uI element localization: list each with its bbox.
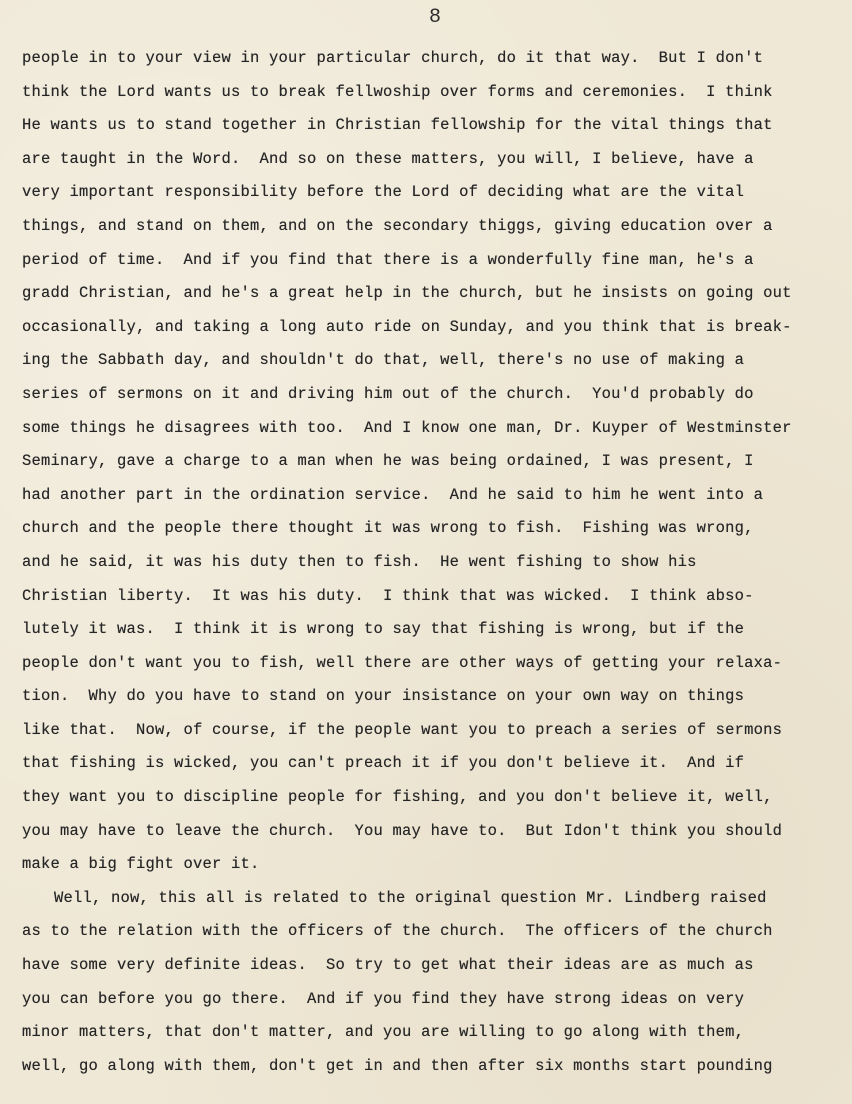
- text-line: church and the people there thought it was wrong to fish. Fishing was wrong,: [22, 519, 754, 538]
- text-line: and he said, it was his duty then to fish. He went fishing to show his: [22, 552, 697, 571]
- paragraph-start-line: Well, now, this all is related to the original question Mr. Lindberg raised: [54, 888, 767, 907]
- text-line: that fishing is wicked, you can't preach it if you don't believe it. And if: [22, 754, 745, 773]
- text-line: very important responsibility before the Lord of deciding what are the vital: [22, 183, 745, 202]
- text-line: occasionally, and taking a long auto ride on Sunday, and you think that is break-: [22, 317, 792, 336]
- text-line: they want you to discipline people for fishing, and you don't believe it, well,: [22, 788, 773, 807]
- body-text: [22, 42, 842, 1083]
- text-line: you can before you go there. And if you find they have strong ideas on very: [22, 989, 745, 1008]
- text-line: like that. Now, of course, if the people want you to preach a series of sermons: [22, 720, 783, 739]
- text-line: think the Lord wants us to break fellwoship over forms and ceremonies. I think: [22, 82, 773, 101]
- text-line: lutely it was. I think it is wrong to say that fishing is wrong, but if the: [22, 620, 745, 639]
- text-line: tion. Why do you have to stand on your insistance on your own way on things: [22, 687, 745, 706]
- text-line: make a big fight over it.: [22, 855, 260, 874]
- text-line: ing the Sabbath day, and shouldn't do that, well, there's no use of making a: [22, 351, 745, 370]
- text-line: period of time. And if you find that there is a wonderfully fine man, he's a: [22, 250, 754, 269]
- text-line: people in to your view in your particular church, do it that way. But I don't: [22, 49, 764, 67]
- text-line: He wants us to stand together in Christian fellowship for the vital things that: [22, 116, 773, 135]
- text-line: Seminary, gave a charge to a man when he was being ordained, I was present, I: [22, 452, 754, 471]
- text-line: minor matters, that don't matter, and you are willing to go along with them,: [22, 1023, 745, 1042]
- text-line: things, and stand on them, and on the secondary thiggs, giving education over a: [22, 216, 773, 235]
- text-line: are taught in the Word. And so on these matters, you will, I believe, have a: [22, 149, 754, 168]
- text-line: have some very definite ideas. So try to get what their ideas are as much as: [22, 956, 754, 975]
- text-line: as to the relation with the officers of the church. The officers of the church: [22, 922, 773, 941]
- text-line: gradd Christian, and he's a great help in the church, but he insists on going out: [22, 284, 792, 303]
- text-line: series of sermons on it and driving him out of the church. You'd probably do: [22, 384, 754, 403]
- page-number: 8: [428, 6, 441, 29]
- text-line: well, go along with them, don't get in and then after six months start pounding: [22, 1056, 773, 1075]
- text-line: people don't want you to fish, well there are other ways of getting your relaxa-: [22, 653, 783, 672]
- text-line: Christian liberty. It was his duty. I think that was wicked. I think abso-: [22, 586, 754, 605]
- text-line: had another part in the ordination service. And he said to him he went into a: [22, 485, 764, 504]
- text-line: you may have to leave the church. You may have to. But Idon't think you should: [22, 821, 783, 840]
- text-line: some things he disagrees with too. And I know one man, Dr. Kuyper of Westminster: [22, 418, 792, 437]
